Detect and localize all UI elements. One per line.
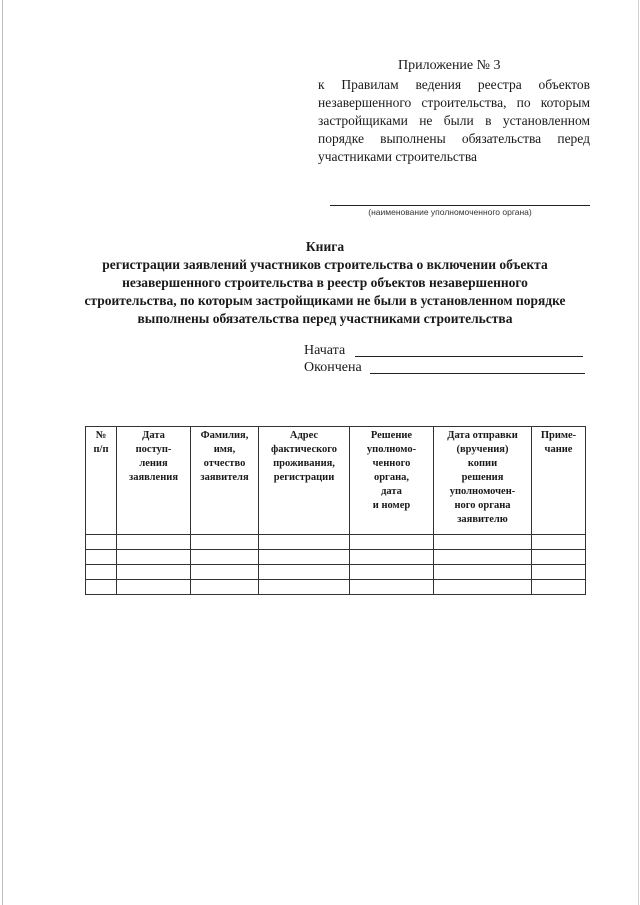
table-cell (117, 535, 191, 550)
table-cell (86, 565, 117, 580)
book-subtitle: регистрации заявлений участников строительства о включении объекта незавершенного строительства в реестр объектов незавершенного строительства, по которым застройщиками не были в установленном порядке выполнены обязательства перед участниками строительства (84, 257, 566, 326)
page-edge-right (638, 0, 639, 905)
column-header-receipt-date: Дата поступ- ления заявления (117, 427, 191, 535)
table-cell (259, 550, 350, 565)
column-header-number: № п/п (86, 427, 117, 535)
table-cell (117, 550, 191, 565)
book-title-block (80, 238, 570, 328)
table-cell (86, 580, 117, 595)
authority-caption: (наименование уполномоченного органа) (368, 207, 532, 217)
table-cell (434, 550, 532, 565)
table-row (86, 550, 586, 565)
table-cell (191, 565, 259, 580)
table-cell (350, 535, 434, 550)
table-row (86, 580, 586, 595)
page-edge-left (2, 0, 3, 905)
table-cell (117, 565, 191, 580)
table-cell (434, 580, 532, 595)
table-cell (117, 580, 191, 595)
table-cell (350, 550, 434, 565)
column-header-decision: Решение уполномо- ченного органа, дата и номер (350, 427, 434, 535)
table-cell (532, 580, 586, 595)
table-cell (86, 535, 117, 550)
table-cell (350, 565, 434, 580)
column-header-applicant-name: Фамилия, имя, отчество заявителя (191, 427, 259, 535)
table-cell (532, 565, 586, 580)
registration-table (85, 426, 586, 595)
column-header-address: Адрес фактического проживания, регистрации (259, 427, 350, 535)
started-label: Начата (304, 343, 346, 358)
table-cell (86, 550, 117, 565)
table-cell (532, 535, 586, 550)
table-row (86, 565, 586, 580)
table-cell (191, 580, 259, 595)
table-cell (350, 580, 434, 595)
annex-reference-text: к Правилам ведения реестра объектов незавершенного строительства, по которым застройщиками не были в установленном порядке выполнены обязательства перед участниками строительства (318, 77, 590, 164)
table-cell (532, 550, 586, 565)
ended-label: Окончена (304, 360, 362, 375)
started-date-line (355, 356, 583, 357)
authority-name-line (330, 205, 590, 206)
table-cell (259, 565, 350, 580)
table-cell (434, 565, 532, 580)
column-header-note: Приме- чание (532, 427, 586, 535)
ended-date-line (370, 373, 585, 374)
table-cell (259, 535, 350, 550)
table-header-row (86, 427, 586, 535)
table-cell (434, 535, 532, 550)
book-title: Книга (305, 239, 345, 254)
column-header-dispatch-date: Дата отправки (вручения) копии решения уполномочен- ного органа заявителю (434, 427, 532, 535)
annex-title: Приложение № 3 (398, 58, 501, 73)
table-cell (191, 550, 259, 565)
table-cell (259, 580, 350, 595)
table-cell (191, 535, 259, 550)
table-row (86, 535, 586, 550)
